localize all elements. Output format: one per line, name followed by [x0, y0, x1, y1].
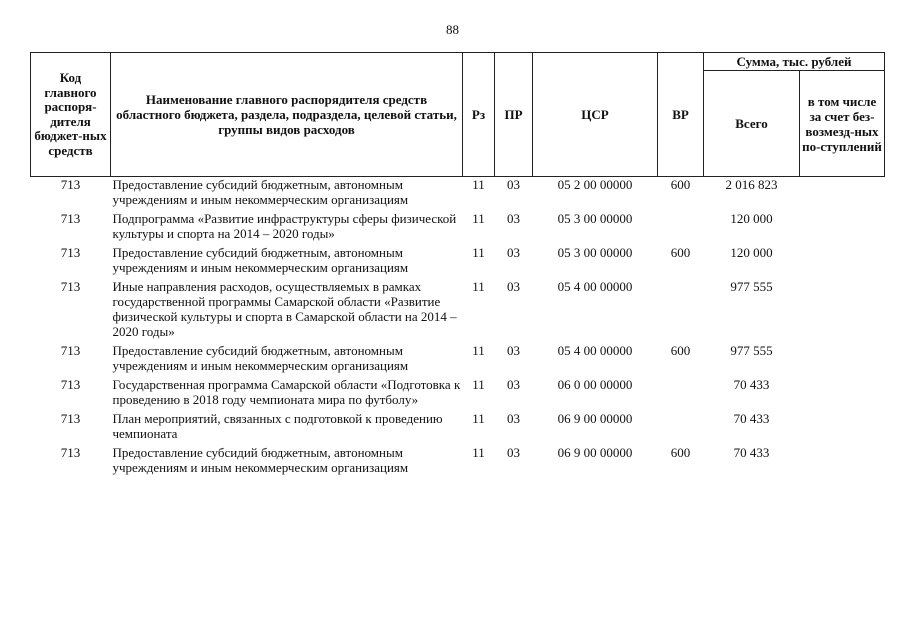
table-row — [31, 211, 885, 245]
row-non-repayable — [800, 211, 885, 245]
row-code: 713 — [60, 377, 81, 392]
row-csr: 05 4 00 00000 — [557, 279, 633, 294]
row-code: 713 — [60, 245, 81, 260]
row-vr: 600 — [670, 343, 691, 358]
header-name: Наименование главного распорядителя средств областного бюджета, раздела, подраздела, целевой статьи, группы видов расходов — [111, 53, 463, 177]
row-csr: 05 3 00 00000 — [557, 211, 633, 226]
row-pr: 03 — [507, 411, 520, 426]
row-name: Иные направления расходов, осуществляемых в рамках государственной программы Самарской области «Развитие физической культуры и спорта в Самарской области на 2014 – 2020 годы» — [112, 279, 457, 339]
row-rz: 11 — [472, 445, 485, 460]
row-csr: 05 4 00 00000 — [557, 343, 633, 358]
row-name: Предоставление субсидий бюджетным, автономным учреждениям и иным некоммерческим организациям — [112, 343, 409, 373]
row-code: 713 — [60, 177, 81, 192]
row-code: 713 — [60, 279, 81, 294]
row-total: 120 000 — [730, 245, 773, 260]
row-code: 713 — [60, 445, 81, 460]
row-rz: 11 — [472, 411, 485, 426]
table-body — [31, 177, 885, 480]
row-non-repayable — [800, 279, 885, 343]
table-row — [31, 445, 885, 479]
table-row — [31, 245, 885, 279]
row-non-repayable — [800, 177, 885, 212]
row-total: 2 016 823 — [725, 177, 778, 192]
row-csr: 06 9 00 00000 — [557, 411, 633, 426]
row-vr: 600 — [670, 445, 691, 460]
header-non-repayable: в том числе за счет без-возмезд-ных по-ступлений — [800, 71, 885, 177]
header-sum: Сумма, тыс. рублей — [704, 53, 885, 71]
row-vr — [658, 377, 704, 411]
row-rz: 11 — [472, 279, 485, 294]
row-pr: 03 — [507, 377, 520, 392]
row-rz: 11 — [472, 177, 485, 192]
header-csr: ЦСР — [533, 53, 658, 177]
row-rz: 11 — [472, 245, 485, 260]
header-rz: Рз — [463, 53, 495, 177]
row-vr: 600 — [670, 245, 691, 260]
page-number: 88 — [446, 22, 459, 37]
row-total: 977 555 — [730, 279, 773, 294]
row-total: 120 000 — [730, 211, 773, 226]
row-name: Предоставление субсидий бюджетным, автономным учреждениям и иным некоммерческим организациям — [112, 245, 409, 275]
row-non-repayable — [800, 377, 885, 411]
row-total: 70 433 — [733, 411, 770, 426]
row-name: Подпрограмма «Развитие инфраструктуры сферы физической культуры и спорта на 2014 – 2020 годы» — [112, 211, 457, 241]
table-row — [31, 377, 885, 411]
row-name: Предоставление субсидий бюджетным, автономным учреждениям и иным некоммерческим организациям — [112, 445, 409, 475]
row-rz: 11 — [472, 377, 485, 392]
row-total: 70 433 — [733, 377, 770, 392]
row-csr: 06 0 00 00000 — [557, 377, 633, 392]
row-pr: 03 — [507, 211, 520, 226]
header-code: Код главного распоря-дителя бюджет-ных средств — [31, 53, 111, 177]
row-name: Государственная программа Самарской области «Подготовка к проведению в 2018 году чемпионата мира по футболу» — [112, 377, 461, 407]
table-row — [31, 343, 885, 377]
row-rz: 11 — [472, 343, 485, 358]
row-vr: 600 — [670, 177, 691, 192]
row-pr: 03 — [507, 343, 520, 358]
table-row — [31, 279, 885, 343]
row-pr: 03 — [507, 245, 520, 260]
row-csr: 05 3 00 00000 — [557, 245, 633, 260]
row-csr: 05 2 00 00000 — [557, 177, 633, 192]
header-pr: ПР — [495, 53, 533, 177]
row-total: 977 555 — [730, 343, 773, 358]
row-vr — [658, 211, 704, 245]
row-code: 713 — [60, 211, 81, 226]
row-pr: 03 — [507, 445, 520, 460]
row-pr: 03 — [507, 177, 520, 192]
row-code: 713 — [60, 343, 81, 358]
row-code: 713 — [60, 411, 81, 426]
row-vr — [658, 411, 704, 445]
row-rz: 11 — [472, 211, 485, 226]
header-total: Всего — [704, 71, 800, 177]
row-non-repayable — [800, 245, 885, 279]
row-non-repayable — [800, 445, 885, 479]
row-name: План мероприятий, связанных с подготовкой к проведению чемпионата — [112, 411, 443, 441]
header-vr: ВР — [658, 53, 704, 177]
row-vr — [658, 279, 704, 343]
row-csr: 06 9 00 00000 — [557, 445, 633, 460]
row-pr: 03 — [507, 279, 520, 294]
row-non-repayable — [800, 343, 885, 377]
table-row — [31, 177, 885, 212]
budget-table — [30, 52, 885, 479]
row-name: Предоставление субсидий бюджетным, автономным учреждениям и иным некоммерческим организациям — [112, 177, 409, 207]
table-row — [31, 411, 885, 445]
row-non-repayable — [800, 411, 885, 445]
row-total: 70 433 — [733, 445, 770, 460]
